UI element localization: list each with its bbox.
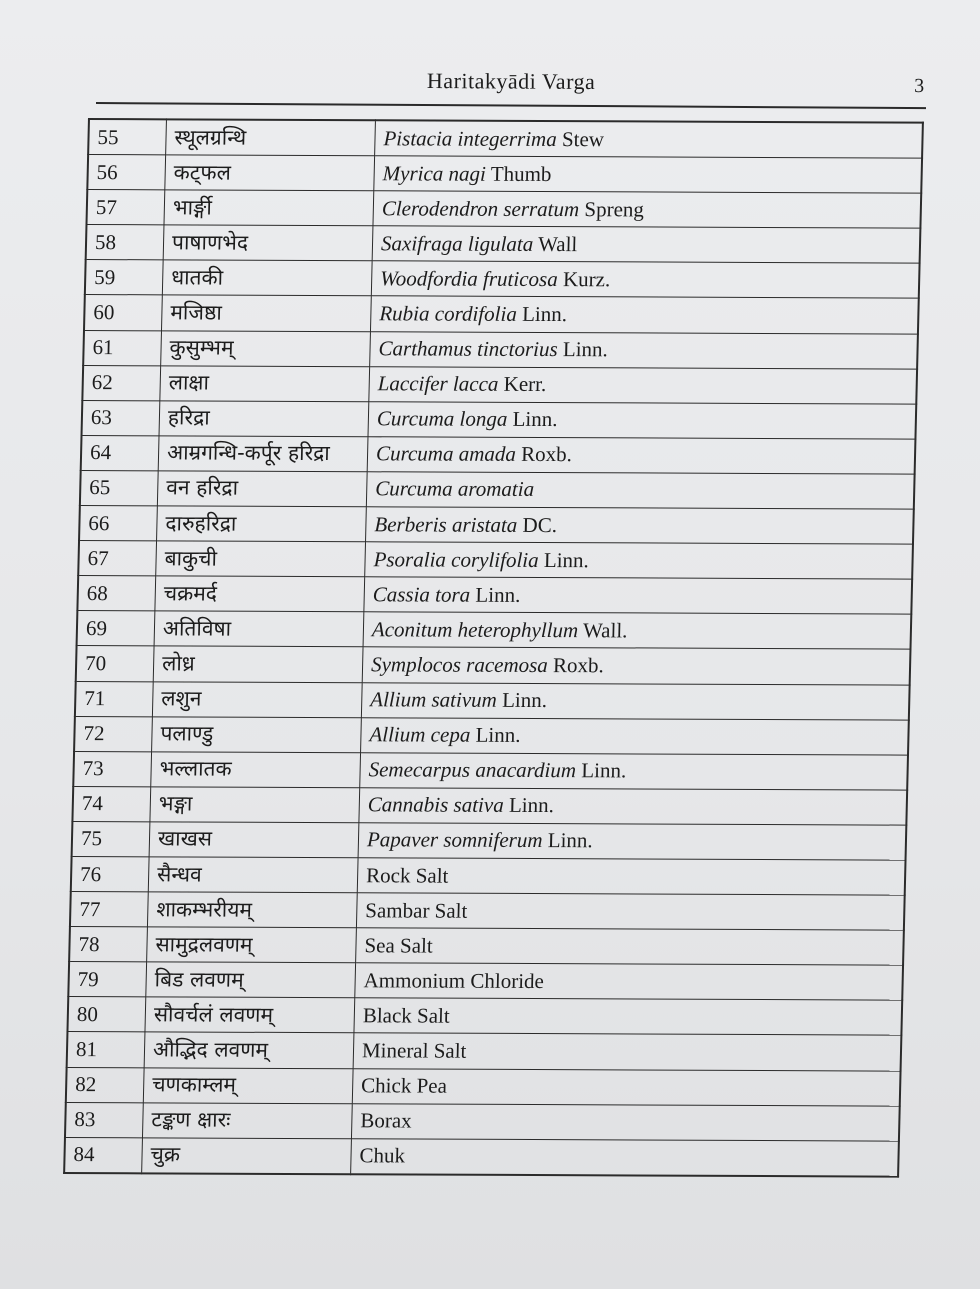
botanical-name bbox=[362, 647, 910, 684]
row-number: 76 bbox=[71, 856, 149, 891]
scientific-name: Cassia tora bbox=[372, 582, 471, 607]
authority: Kurz. bbox=[562, 267, 611, 292]
scientific-name: Allium cepa bbox=[369, 722, 471, 747]
botanical-name bbox=[364, 577, 912, 614]
table-row bbox=[68, 962, 903, 1001]
row-number: 79 bbox=[68, 962, 146, 997]
row-number: 71 bbox=[75, 681, 153, 716]
botanical-name bbox=[354, 998, 902, 1035]
row-number: 74 bbox=[72, 786, 150, 821]
table-row bbox=[65, 1102, 900, 1141]
authority: Linn. bbox=[475, 582, 521, 607]
sanskrit-name: आम्रगन्धि-कर्पूर हरिद्रा bbox=[158, 436, 368, 472]
row-number: 75 bbox=[72, 821, 150, 856]
sanskrit-name: औद्भिद लवणम् bbox=[144, 1032, 354, 1068]
sanskrit-name: भार्ङ्गी bbox=[164, 190, 374, 226]
botanical-name bbox=[370, 331, 918, 368]
sanskrit-name: कुसुम्भम् bbox=[161, 330, 371, 366]
botanical-name bbox=[366, 507, 914, 544]
row-number: 70 bbox=[76, 646, 154, 681]
scientific-name: Laccifer lacca bbox=[377, 371, 499, 397]
table-row bbox=[87, 155, 922, 194]
scientific-name: Rubia cordifolia bbox=[379, 301, 518, 326]
botanical-name bbox=[355, 963, 903, 1000]
table-row bbox=[84, 295, 919, 334]
plant-table bbox=[63, 118, 924, 1177]
table-row bbox=[77, 576, 912, 615]
row-number: 58 bbox=[86, 225, 164, 260]
row-number: 60 bbox=[84, 295, 162, 330]
authority: Spreng bbox=[584, 196, 645, 222]
page-header bbox=[96, 62, 926, 109]
sanskrit-name: दारुहरिद्रा bbox=[157, 506, 367, 542]
row-number: 65 bbox=[80, 470, 158, 505]
sanskrit-name: टङ्कण क्षारः bbox=[142, 1102, 352, 1138]
sanskrit-name: शाकम्भरीयम् bbox=[147, 892, 357, 928]
row-number: 82 bbox=[66, 1067, 144, 1102]
botanical-name bbox=[363, 612, 911, 649]
common-name: Mineral Salt bbox=[361, 1038, 467, 1063]
sanskrit-name: पलाण्डु bbox=[152, 716, 362, 752]
scientific-name: Psoralia corylifolia bbox=[373, 546, 539, 572]
botanical-name bbox=[359, 788, 907, 825]
row-number: 67 bbox=[78, 541, 156, 576]
table-row bbox=[80, 470, 915, 509]
scientific-name: Clerodendron serratum bbox=[381, 196, 580, 221]
authority: Stew bbox=[561, 126, 605, 151]
common-name: Sambar Salt bbox=[365, 897, 468, 923]
common-name: Ammonium Chloride bbox=[363, 968, 545, 993]
common-name: Borax bbox=[360, 1108, 412, 1133]
row-number: 81 bbox=[67, 1032, 145, 1067]
table-row bbox=[72, 786, 907, 825]
sanskrit-name: सौवर्चलं लवणम् bbox=[145, 997, 355, 1033]
table-body bbox=[64, 119, 923, 1176]
sanskrit-name: चणकाम्लम् bbox=[143, 1067, 353, 1103]
table-row bbox=[85, 260, 920, 299]
row-number: 68 bbox=[77, 576, 155, 611]
botanical-name bbox=[361, 682, 909, 719]
authority: Linn. bbox=[512, 407, 558, 432]
botanical-name bbox=[367, 437, 915, 474]
botanical-name bbox=[360, 752, 908, 789]
page-number: 3 bbox=[914, 74, 925, 98]
authority: Linn. bbox=[475, 722, 521, 748]
scientific-name: Woodfordia fruticosa bbox=[379, 266, 559, 291]
botanical-name bbox=[351, 1103, 899, 1140]
row-number: 69 bbox=[77, 611, 155, 646]
botanical-name bbox=[351, 1138, 899, 1176]
botanical-name bbox=[373, 191, 921, 228]
scientific-name: Papaver somniferum bbox=[366, 827, 543, 853]
botanical-name bbox=[361, 717, 909, 754]
sanskrit-name: भङ्गा bbox=[150, 787, 360, 823]
row-number: 55 bbox=[88, 119, 166, 155]
table-row bbox=[67, 997, 902, 1036]
sanskrit-name: बिड लवणम् bbox=[146, 962, 356, 998]
sanskrit-name: पाषाणभेद bbox=[163, 225, 373, 261]
sanskrit-name: कट्फल bbox=[165, 155, 375, 191]
botanical-name bbox=[353, 1033, 901, 1070]
botanical-name bbox=[357, 858, 905, 895]
sanskrit-name: चुक्र bbox=[142, 1138, 352, 1175]
sanskrit-name: सामुद्रलवणम् bbox=[147, 927, 357, 963]
sanskrit-name: हरिद्रा bbox=[159, 401, 369, 437]
sanskrit-name: स्थूलग्रन्थि bbox=[166, 119, 376, 156]
scientific-name: Pistacia integerrima bbox=[383, 125, 558, 151]
sanskrit-name: लशुन bbox=[152, 681, 362, 717]
authority: Linn. bbox=[543, 547, 590, 572]
table-row bbox=[64, 1137, 899, 1176]
row-number: 59 bbox=[85, 260, 163, 295]
common-name: Black Salt bbox=[362, 1003, 451, 1028]
table-row bbox=[70, 892, 905, 931]
table-row bbox=[81, 435, 916, 474]
botanical-name bbox=[375, 120, 923, 158]
common-name: Rock Salt bbox=[365, 862, 449, 888]
table-row bbox=[77, 611, 912, 650]
sanskrit-name: खाखस bbox=[149, 822, 359, 858]
sanskrit-name: वन हरिद्रा bbox=[157, 471, 367, 507]
authority: Linn. bbox=[501, 687, 548, 713]
table-row bbox=[79, 506, 914, 545]
authority: Thumb bbox=[490, 161, 552, 186]
sanskrit-name: चक्रमर्द bbox=[155, 576, 365, 612]
sanskrit-name: धातकी bbox=[162, 260, 372, 296]
table-row bbox=[88, 119, 923, 158]
sanskrit-name: भल्लातक bbox=[151, 752, 361, 788]
sanskrit-name: लाक्षा bbox=[160, 365, 370, 401]
botanical-name bbox=[365, 542, 913, 579]
common-name: Sea Salt bbox=[364, 932, 434, 958]
table-row bbox=[69, 927, 904, 966]
botanical-name bbox=[368, 402, 916, 439]
scientific-name: Semecarpus anacardium bbox=[368, 757, 577, 783]
botanical-name bbox=[370, 296, 918, 333]
authority: Linn. bbox=[508, 793, 555, 818]
scientific-name: Saxifraga ligulata bbox=[380, 231, 534, 256]
table-row bbox=[71, 856, 906, 895]
botanical-name bbox=[352, 1068, 900, 1105]
scientific-name: Carthamus tinctorius bbox=[378, 336, 558, 362]
scientific-name: Aconitum heterophyllum bbox=[371, 617, 579, 643]
table-row bbox=[86, 225, 921, 264]
botanical-name bbox=[369, 366, 917, 403]
table-row bbox=[73, 751, 908, 790]
row-number: 62 bbox=[82, 365, 160, 400]
botanical-name bbox=[356, 893, 904, 930]
common-name: Chuk bbox=[359, 1143, 406, 1168]
botanical-name bbox=[374, 156, 922, 193]
scientific-name: Cannabis sativa bbox=[367, 792, 505, 818]
sanskrit-name: मजिष्ठा bbox=[161, 295, 371, 331]
authority: Linn. bbox=[521, 301, 568, 327]
row-number: 56 bbox=[87, 155, 165, 190]
sanskrit-name: लोध्र bbox=[153, 646, 363, 682]
row-number: 72 bbox=[74, 716, 152, 751]
scientific-name: Curcuma aromatia bbox=[374, 476, 535, 502]
botanical-name bbox=[356, 928, 904, 965]
table-row bbox=[82, 400, 917, 439]
table-row bbox=[74, 716, 909, 755]
row-number: 73 bbox=[73, 751, 151, 786]
row-number: 63 bbox=[82, 400, 160, 435]
botanical-name bbox=[372, 226, 920, 263]
authority: Wall bbox=[537, 231, 578, 256]
authority: DC. bbox=[522, 512, 558, 537]
table-row bbox=[86, 190, 921, 229]
row-number: 84 bbox=[64, 1137, 142, 1173]
authority: Linn. bbox=[581, 758, 627, 783]
scientific-name: Myrica nagi bbox=[382, 160, 487, 186]
table-row bbox=[76, 646, 911, 685]
table-row bbox=[67, 1032, 902, 1071]
running-title: Haritakyādi Varga bbox=[426, 68, 596, 95]
table-row bbox=[83, 330, 918, 369]
table-container bbox=[63, 118, 924, 1177]
authority: Roxb. bbox=[520, 442, 573, 467]
authority: Linn. bbox=[547, 828, 593, 853]
scientific-name: Allium sativum bbox=[370, 687, 498, 712]
scientific-name: Symplocos racemosa bbox=[370, 652, 549, 678]
row-number: 80 bbox=[67, 997, 145, 1032]
sanskrit-name: सैन्धव bbox=[148, 857, 358, 893]
sanskrit-name: बाकुची bbox=[156, 541, 366, 577]
scientific-name: Berberis aristata bbox=[374, 511, 518, 537]
row-number: 66 bbox=[79, 506, 157, 541]
table-row bbox=[75, 681, 910, 720]
table-row bbox=[82, 365, 917, 404]
table-row bbox=[72, 821, 907, 860]
botanical-name bbox=[366, 472, 914, 509]
botanical-name bbox=[371, 261, 919, 298]
table-row bbox=[66, 1067, 901, 1106]
row-number: 78 bbox=[69, 927, 147, 962]
row-number: 77 bbox=[70, 892, 148, 927]
authority: Roxb. bbox=[552, 653, 605, 678]
row-number: 83 bbox=[65, 1102, 143, 1137]
row-number: 61 bbox=[83, 330, 161, 365]
scientific-name: Curcuma amada bbox=[375, 441, 517, 467]
botanical-name bbox=[358, 823, 906, 860]
common-name: Chick Pea bbox=[360, 1073, 448, 1098]
authority: Kerr. bbox=[503, 372, 547, 397]
sanskrit-name: अतिविषा bbox=[154, 611, 364, 647]
row-number: 57 bbox=[86, 190, 164, 225]
scientific-name: Curcuma longa bbox=[376, 406, 508, 432]
table-row bbox=[78, 541, 913, 580]
authority: Linn. bbox=[562, 337, 609, 362]
row-number: 64 bbox=[81, 435, 159, 470]
authority: Wall. bbox=[582, 618, 628, 643]
